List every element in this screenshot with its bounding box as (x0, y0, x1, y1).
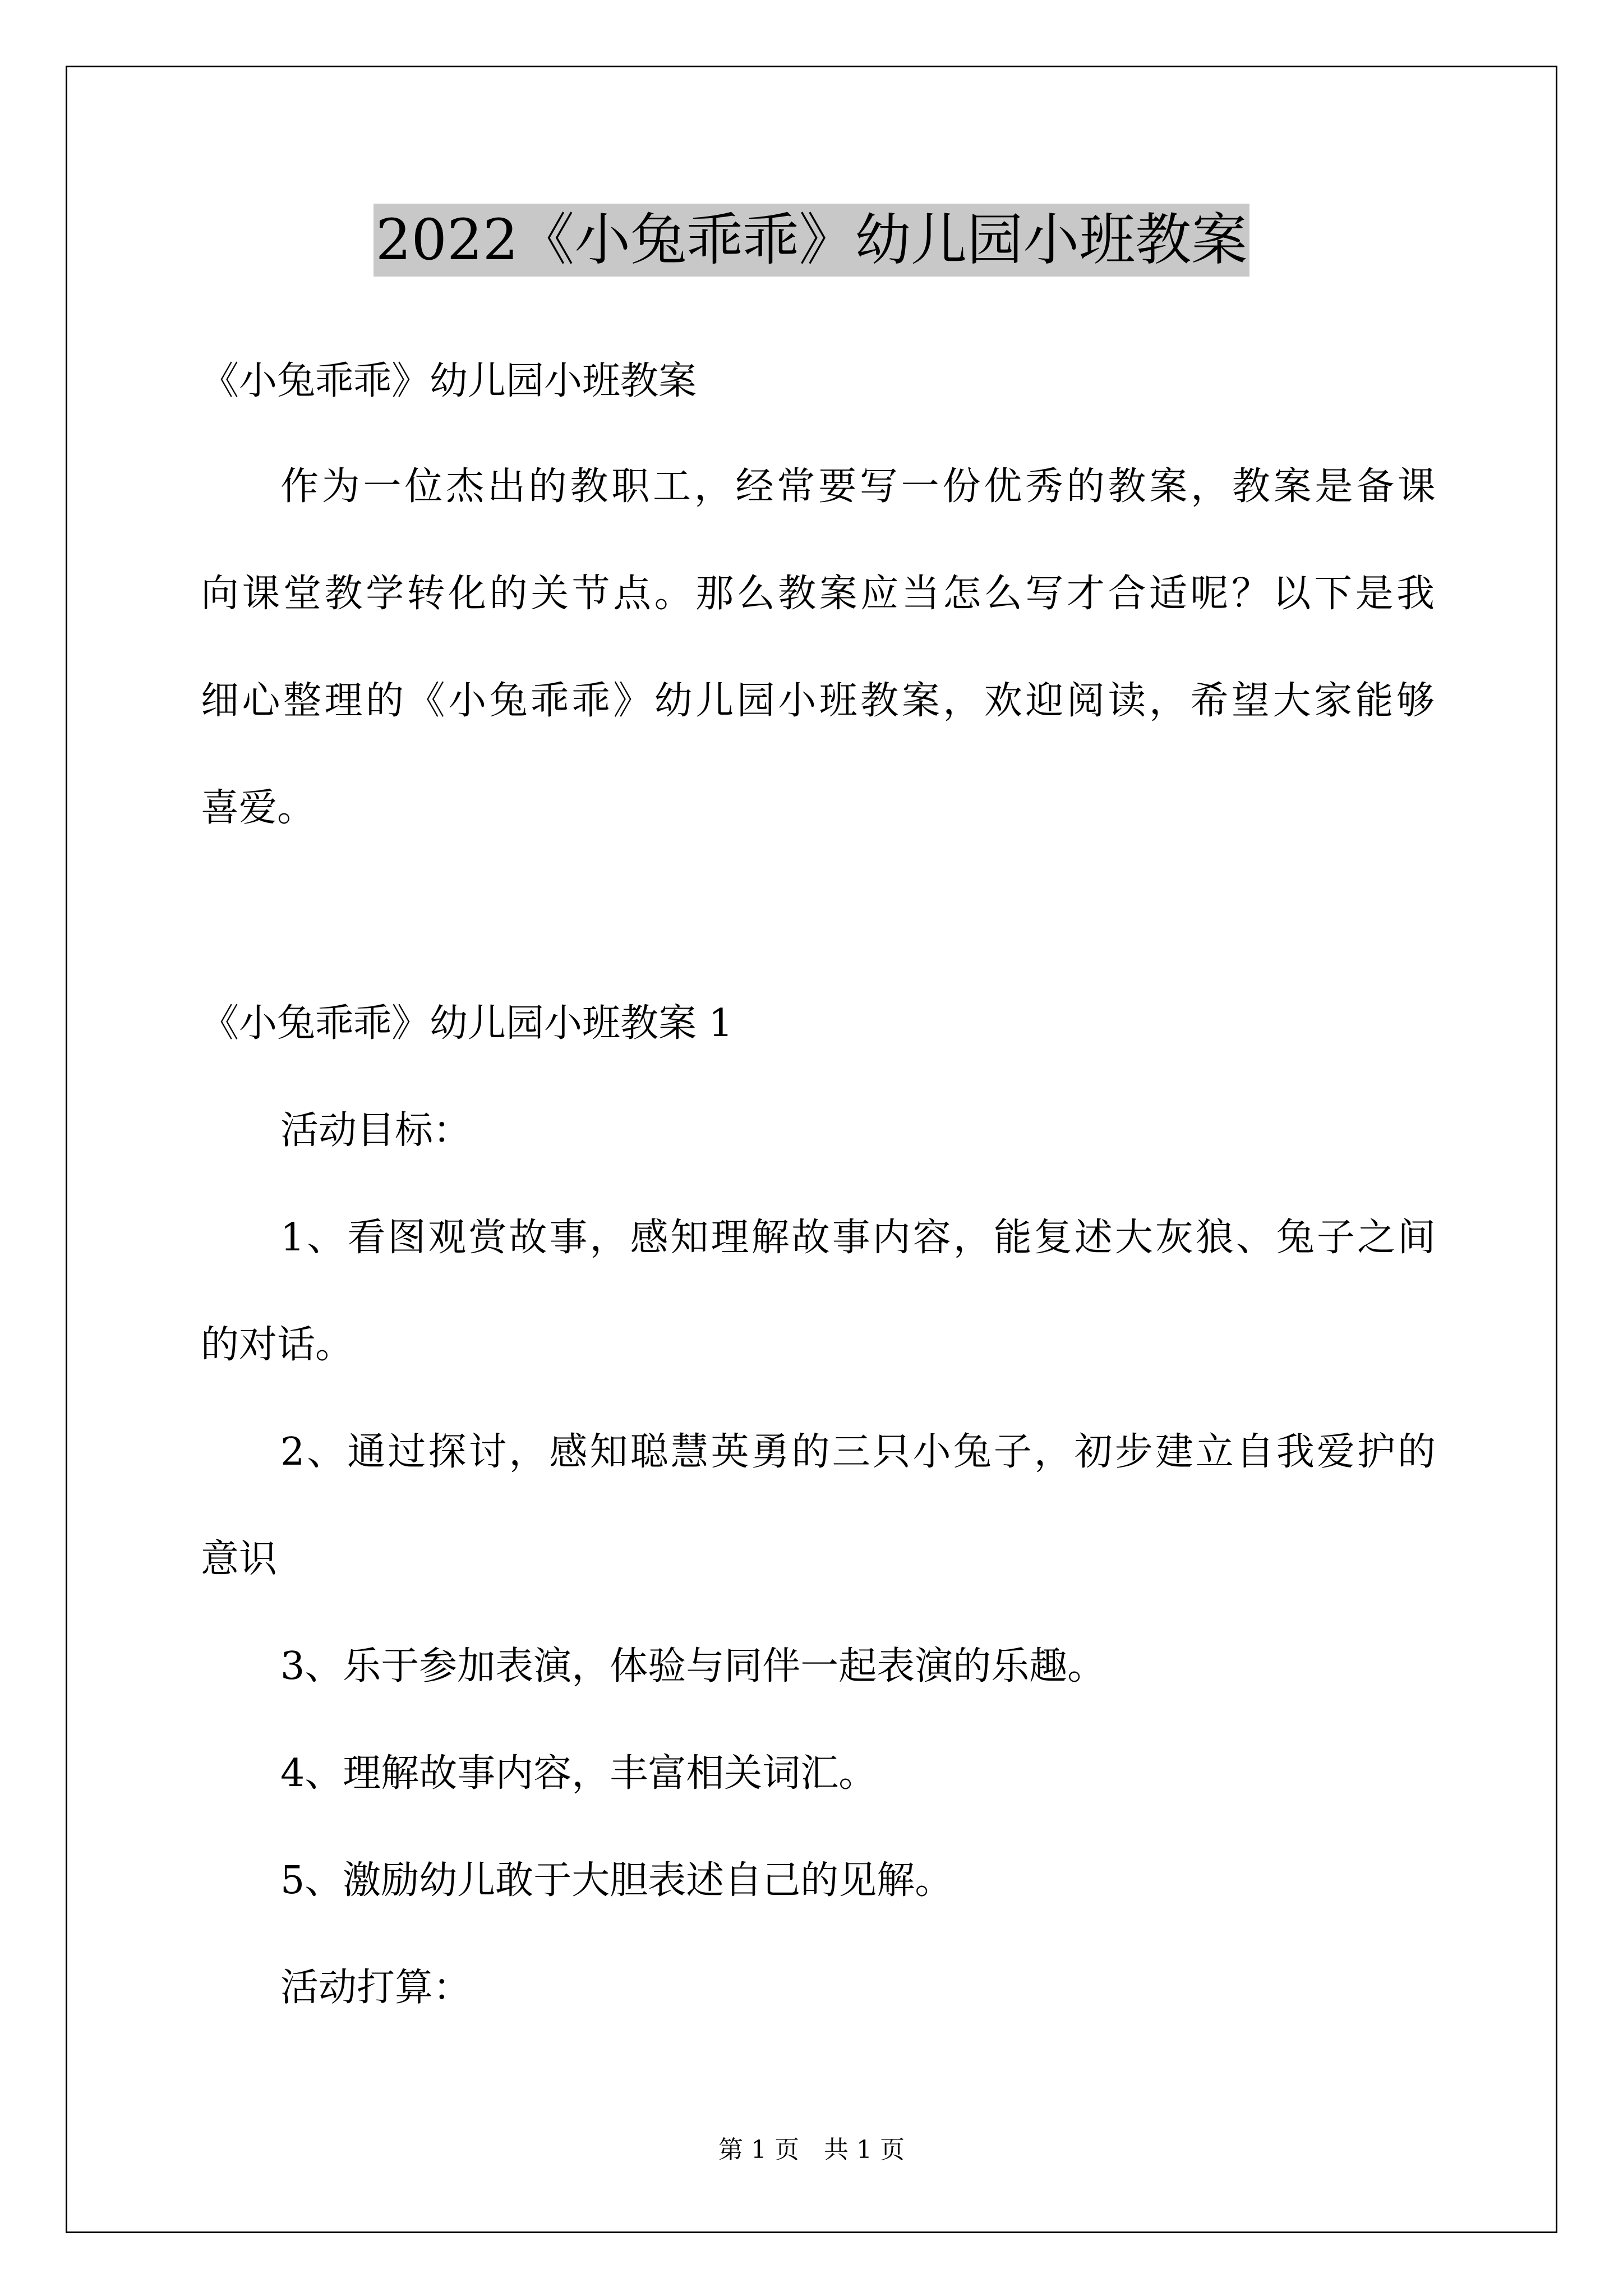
goal-line-2: 的对话。 (201, 1323, 354, 1367)
intro-line-1: 作为一位杰出的教职工，经常要写一份优秀的教案，教案是备课 (280, 464, 1436, 509)
intro-line-3: 细心整理的《小兔乖乖》幼儿园小班教案，欢迎阅读，希望大家能够 (201, 679, 1435, 723)
document-title-text: 2022《小兔乖乖》幼儿园小班教案 (374, 204, 1250, 277)
page-footer: 第 1 页 共 1 页 (718, 2136, 905, 2164)
goal-line-5: 3、乐于参加表演，体验与同伴一起表演的乐趣。 (280, 1644, 1106, 1688)
goal-line-6: 4、理解故事内容，丰富相关词汇。 (280, 1751, 877, 1796)
goal-line-7: 5、激励幼儿敢于大胆表述自己的见解。 (280, 1858, 953, 1903)
intro-line-2: 向课堂教学转化的关节点。那么教案应当怎么写才合适呢？以下是我 (201, 572, 1435, 616)
document-title (0, 204, 1623, 293)
subtitle: 《小兔乖乖》幼儿园小班教案 (201, 359, 697, 403)
goal-line-1: 1、看图观赏故事，感知理解故事内容，能复述大灰狼、兔子之间 (280, 1216, 1436, 1260)
goal-line-3: 2、通过探讨，感知聪慧英勇的三只小兔子，初步建立自我爱护的 (280, 1430, 1436, 1474)
goals-heading: 活动目标： (280, 1108, 472, 1153)
prep-heading: 活动打算： (280, 1966, 472, 2010)
goal-line-4: 意识 (201, 1537, 278, 1581)
intro-line-4: 喜爱。 (201, 786, 316, 830)
section-heading: 《小兔乖乖》幼儿园小班教案 1 (201, 1001, 733, 1046)
